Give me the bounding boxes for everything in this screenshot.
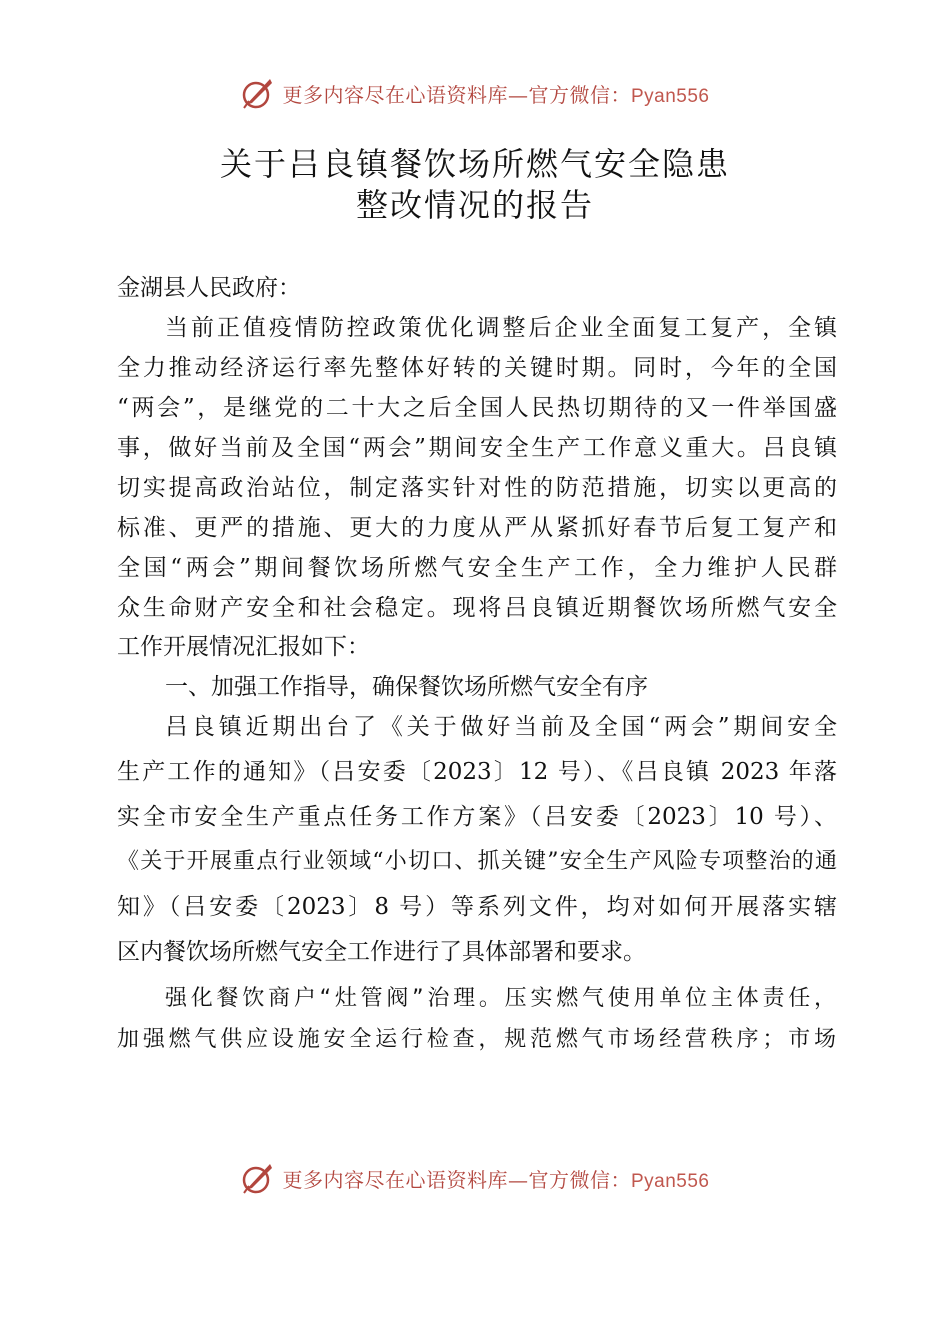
paragraph-line: 区内餐饮场所燃气安全工作进行了具体部署和要求。: [117, 939, 646, 965]
paragraph-line: 《关于开展重点行业领域“小切口、抓关键”安全生产风险专项整治的通: [117, 849, 837, 874]
salutation: 金湖县人民政府：: [117, 275, 301, 301]
document-title-line-1: 关于吕良镇餐饮场所燃气安全隐患: [219, 145, 730, 183]
paragraph-line: 生产工作的通知》（吕安委〔2023〕12 号）、《吕良镇 2023 年落: [117, 759, 837, 785]
watermark-text: 更多内容尽在心语资料库—官方微信：Pyan556: [282, 1167, 710, 1192]
paragraph-line: 实全市安全生产重点任务工作方案》（吕安委〔2023〕10 号）、: [117, 804, 837, 830]
paragraph-line: 全国“两会”期间餐饮场所燃气安全生产工作，全力维护人民群: [117, 555, 837, 581]
document-title-line-2: 整改情况的报告: [355, 186, 594, 224]
watermark-banner-bottom: [0, 1158, 950, 1198]
section-heading: 一、加强工作指导，确保餐饮场所燃气安全有序: [165, 674, 648, 700]
wechat-id: Pyan556: [630, 1170, 710, 1192]
wechat-id: Pyan556: [630, 85, 710, 107]
paragraph-line: 标准、更严的措施、更大的力度从严从紧抓好春节后复工复产和: [117, 515, 837, 541]
paragraph-line: 吕良镇近期出台了《关于做好当前及全国“两会”期间安全: [165, 714, 837, 740]
paragraph-line: 强化餐饮商户“灶管阀”治理。压实燃气使用单位主体责任，: [165, 986, 837, 1011]
paragraph-line: 全力推动经济运行率先整体好转的关键时期。同时，今年的全国: [117, 355, 837, 381]
quill-pen-logo-icon: [240, 75, 276, 111]
paragraph-line: 知》（吕安委〔2023〕8 号）等系列文件，均对如何开展落实辖: [117, 894, 837, 920]
paragraph-line: “两会”，是继党的二十大之后全国人民热切期待的又一件举国盛: [117, 395, 837, 421]
watermark-banner-top: [0, 73, 950, 113]
quill-pen-logo-icon: [240, 1160, 276, 1196]
paragraph-line: 当前正值疫情防控政策优化调整后企业全面复工复产，全镇: [165, 315, 837, 341]
paragraph-line: 事，做好当前及全国“两会”期间安全生产工作意义重大。吕良镇: [117, 435, 837, 461]
watermark-text: 更多内容尽在心语资料库—官方微信：Pyan556: [282, 82, 710, 107]
paragraph-line: 切实提高政治站位，制定落实针对性的防范措施，切实以更高的: [117, 475, 837, 501]
paragraph-line: 众生命财产安全和社会稳定。现将吕良镇近期餐饮场所燃气安全: [117, 595, 837, 621]
paragraph-line: 工作开展情况汇报如下：: [117, 634, 370, 660]
paragraph-line: 加强燃气供应设施安全运行检查，规范燃气市场经营秩序；市场: [117, 1027, 837, 1052]
